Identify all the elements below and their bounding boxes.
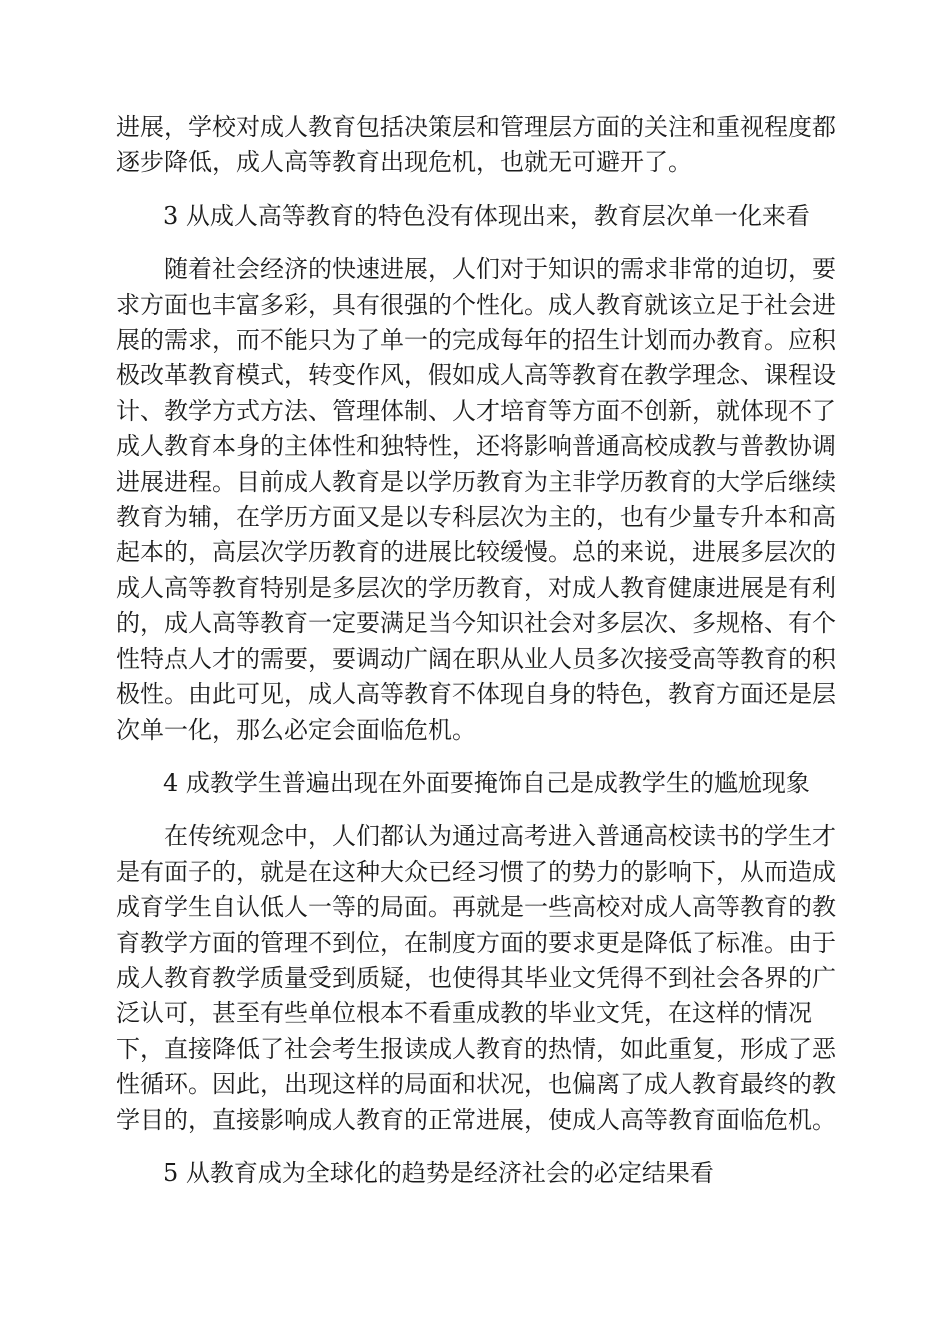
section-heading-5: 5 从教育成为全球化的趋势是经济社会的必定结果看 xyxy=(163,1158,714,1187)
document-page xyxy=(116,110,836,1209)
section-heading-4: 4 成教学生普遍出现在外面要掩饰自己是成教学生的尴尬现象 xyxy=(163,768,810,797)
section-heading-3: 3 从成人高等教育的特色没有体现出来，教育层次单一化来看 xyxy=(163,201,810,230)
paragraph-section-3-body: 随着社会经济的快速进展，人们对于知识的需求非常的迫切，要求方面也丰富多彩，具有很强的个性化。成人教育就该立足于社会进展的需求，而不能只为了单一的完成每年的招生计划而办教育。应积极改革教育模式，转变作风，假如成人高等教育在教学理念、课程设计、教学方式方法、管理体制、人才培育等方面不创新，就体现不了成人教育本身的主体性和独特性，还将影响普通高校成教与普教协调进展进程。目前成人教育是以学历教育为主非学历教育的大学后继续教育为辅，在学历方面又是以专科层次为主的，也有少量专升本和高起本的，高层次学历教育的进展比较缓慢。总的来说，进展多层次的成人高等教育特别是多层次的学历教育，对成人教育健康进展是有利的，成人高等教育一定要满足当今知识社会对多层次、多规格、有个性特点人才的需要，要调动广阔在职从业人员多次接受高等教育的积极性。由此可见，成人高等教育不体现自身的特色，教育方面还是层次单一化，那么必定会面临危机。 xyxy=(116,255,836,744)
paragraph-section-4-body: 在传统观念中，人们都认为通过高考进入普通高校读书的学生才是有面子的，就是在这种大众已经习惯了的势力的影响下，从而造成成育学生自认低人一等的局面。再就是一些高校对成人高等教育的教育教学方面的管理不到位，在制度方面的要求更是降低了标准。由于成人教育教学质量受到质疑，也使得其毕业文凭得不到社会各界的广泛认可，甚至有些单位根本不看重成教的毕业文凭，在这样的情况下，直接降低了社会考生报读成人教育的热情，如此重复，形成了恶性循环。因此，出现这样的局面和状况，也偏离了成人教育最终的教学目的，直接影响成人教育的正常进展，使成人高等教育面临危机。 xyxy=(116,822,836,1134)
paragraph-continued: 进展，学校对成人教育包括决策层和管理层方面的关注和重视程度都逐步降低，成人高等教育出现危机，也就无可避开了。 xyxy=(116,113,836,177)
